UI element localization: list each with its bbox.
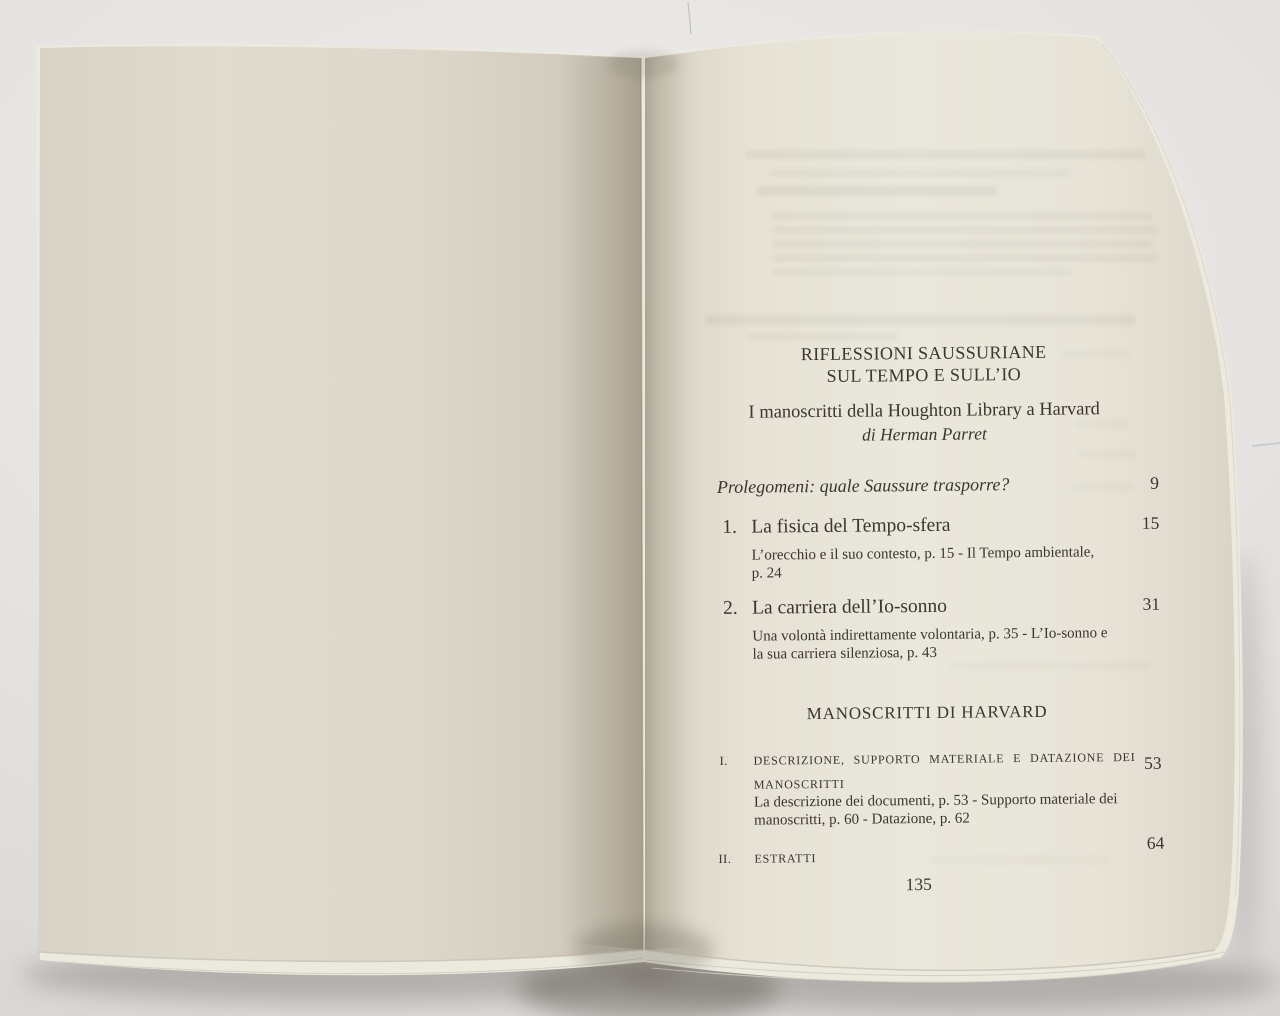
toc-entry-1-subtext: [751, 544, 1153, 583]
toc-entry-title: La fisica del Tempo-sfera: [751, 514, 951, 538]
toc-subtext-line: L’orecchio e il suo contesto, p. 15 - Il Tempo ambientale,: [751, 544, 1095, 564]
section-roman-number: II.: [718, 851, 732, 866]
toc-row-prolegomeni: [717, 473, 1159, 498]
section-title-line: MANOSCRITTI: [753, 776, 845, 792]
toc-page-number: 53: [1143, 752, 1162, 773]
toc-page-number: 15: [1141, 512, 1160, 533]
section-1-subtext: [754, 791, 1156, 830]
hair-artifact: [688, 2, 691, 34]
section-heading: MANOSCRITTI DI HARVARD: [806, 701, 1048, 724]
toc-entry-2-subtext: [752, 625, 1154, 664]
right-page-text: [710, 0, 1166, 1016]
toc-row-entry-2: [723, 594, 1160, 620]
section-roman-number: I.: [719, 753, 728, 768]
toc-page-number: 9: [1150, 472, 1159, 493]
toc-entry-title: La carriera dell’Io-sonno: [751, 595, 948, 619]
article-title-line2: SUL TEMPO E SULL’IO: [826, 364, 1022, 386]
article-subtitle: I manoscritti della Houghton Library a Harvard: [748, 399, 1100, 423]
folio-page-number: 135: [905, 873, 932, 895]
toc-page-number: 64: [1146, 832, 1165, 853]
gutter-bottom-shadow: [574, 924, 714, 976]
toc-entry-label: Prolegomeni: quale Saussure trasporre?: [716, 474, 1010, 497]
section-title-line: ESTRATTI: [754, 851, 817, 866]
background-seam-line: [1252, 443, 1280, 446]
article-subtitle-block: [714, 398, 1134, 447]
toc-row-entry-1: [722, 513, 1159, 539]
toc-entry-number: 2.: [722, 597, 738, 619]
section-title-line: DESCRIZIONE, SUPPORTO MATERIALE E DATAZIONE DEI: [753, 749, 1136, 768]
article-byline: di Herman Parret: [861, 423, 987, 445]
toc-subtext-line: manoscritti, p. 60 - Datazione, p. 62: [754, 810, 970, 829]
toc-entry-number: 1.: [722, 516, 738, 538]
toc-page-number: 31: [1142, 593, 1161, 614]
gutter-shadow-left: [560, 56, 643, 950]
toc-subtext-line: La descrizione dei documenti, p. 53 - Supporto materiale dei: [753, 791, 1118, 811]
left-page: [38, 46, 643, 961]
article-title: [714, 340, 1134, 388]
toc-subtext-line: p. 24: [751, 564, 782, 582]
toc-subtext-line: la sua carriera silenziosa, p. 43: [752, 644, 938, 663]
gutter-top-shadow: [607, 50, 679, 78]
toc-subtext-line: Una volontà indirettamente volontaria, p. 35 - L’Io-sonno e: [752, 625, 1108, 645]
gutter-shadow-right: [645, 52, 700, 950]
article-title-line1: RIFLESSIONI SAUSSURIANE: [800, 341, 1047, 365]
